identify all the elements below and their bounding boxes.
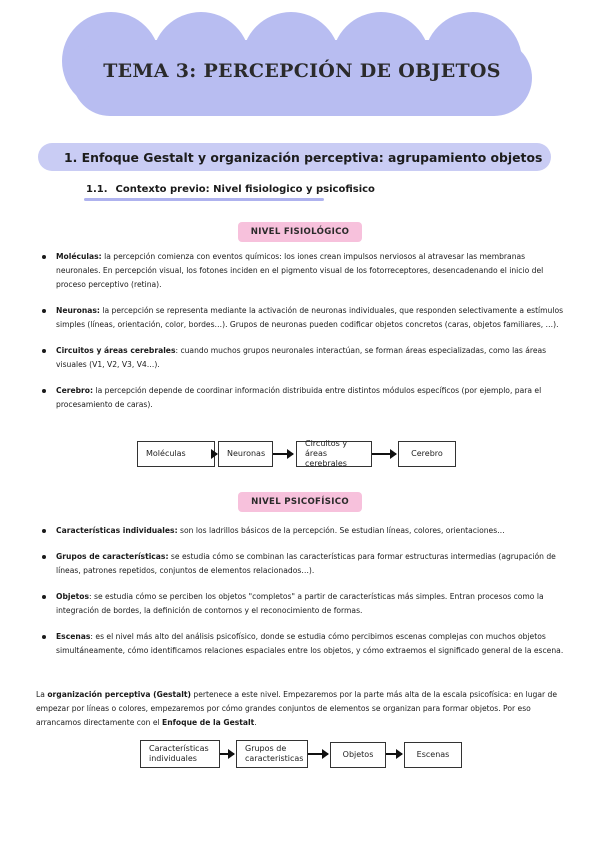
item-text: la percepción se representa mediante la activación de neuronas individuales, que responden selectivamente a estímulos simples (líneas, orientación, color, bordes…). Grupos de neuronas pueden codificar objetos concretos (caras, objetos familiares, …). (56, 306, 564, 329)
list-item (40, 304, 566, 332)
item-term: Escenas (56, 632, 91, 641)
item-text: : se estudia cómo se perciben los objetos "completos" a partir de características más simples. Entran procesos como la integración de bordes, la definición de contornos y el reconocimiento de formas. (56, 592, 544, 615)
item-term: Moléculas: (56, 252, 102, 261)
list-item (40, 384, 566, 412)
subsection-title (86, 184, 375, 195)
psicofisico-list (40, 524, 566, 658)
flow-grupos: Grupos de caracteristicas (236, 740, 308, 768)
paragraph-text: pertenece a este nivel. Empezaremos por la parte más alta de la escala psicofísica: en lugar de empezar por líneas o colores, empezaremos por cómo grandes conjuntos de elementos se organizan para formar objetos. Por eso arrancamos directamente con el (36, 690, 558, 727)
gestalt-paragraph (36, 688, 566, 730)
item-text: se estudia cómo se combinan las características para formar estructuras intermedias (agrupación de líneas, patrones repetidos, conjuntos de elementos relacionados…). (56, 552, 556, 575)
item-text: : cuando muchos grupos neuronales interactúan, se forman áreas especializadas, como las áreas visuales (V1, V2, V3, V4…). (56, 346, 547, 369)
section-title (64, 150, 542, 165)
paragraph-bold: Enfoque de la Gestalt (162, 718, 255, 727)
list-item (40, 630, 566, 658)
flow-cerebro: Cerebro (398, 441, 456, 467)
flow-arrow (386, 753, 402, 755)
fisiologico-label: NIVEL FISIOLÓGICO (238, 222, 362, 242)
flow-arrow (215, 453, 217, 455)
flow-neuronas: Neuronas (218, 441, 273, 467)
item-text: la percepción comienza con eventos químicos: los iones crean impulsos nerviosos al atravesar las membranas neuronales. En percepción visual, los fotones inciden en el pigmento visual de los fotorreceptores, desencadenando el inicio del proceso perceptivo (retina). (56, 252, 544, 289)
paragraph-bold: organización perceptiva (Gestalt) (47, 690, 191, 699)
flow-arrow (308, 753, 328, 755)
item-term: Circuitos y áreas cerebrales (56, 346, 176, 355)
section-title-text: Enfoque Gestalt y organización perceptiva: agrupamiento objetos (81, 150, 543, 165)
section-number: 1. (64, 150, 78, 165)
subsection-underline (84, 198, 324, 201)
item-term: Objetos (56, 592, 90, 601)
item-term: Grupos de características: (56, 552, 169, 561)
flow-arrow (372, 453, 396, 455)
subsection-number: 1.1. (86, 184, 108, 195)
item-text: la percepción depende de coordinar información distribuida entre distintos módulos específicos (por ejemplo, para el procesamiento de caras). (56, 386, 542, 409)
list-item (40, 250, 566, 292)
flow-caracteristicas: Características individuales (140, 740, 220, 768)
fisiologico-list (40, 250, 566, 412)
flow-circuitos: Circuitos y áreas cerebrales (296, 441, 372, 467)
psicofisico-label: NIVEL PSICOFÍSICO (238, 492, 362, 512)
page-title: TEMA 3: PERCEPCIÓN DE OBJETOS (103, 60, 501, 82)
list-item (40, 344, 566, 372)
list-item (40, 550, 566, 578)
item-term: Características individuales: (56, 526, 178, 535)
paragraph-text: La (36, 690, 48, 699)
subsection-title-text: Contexto previo: Nivel fisiologico y psicofisico (115, 184, 375, 195)
flow-arrow (220, 753, 234, 755)
flow-moleculas: Moléculas (137, 441, 215, 467)
item-text: son los ladrillos básicos de la percepción. Se estudian líneas, colores, orientaciones… (177, 526, 505, 535)
flow-arrow (273, 453, 293, 455)
flow-escenas: Escenas (404, 742, 462, 768)
item-text: : es el nivel más alto del análisis psicofísico, donde se estudia cómo percibimos escenas complejas con muchos objetos simultáneamente, cómo identificamos relaciones espaciales entre los objetos, y cómo extraemos el significado general de la escena. (56, 632, 564, 655)
flow-objetos: Objetos (330, 742, 386, 768)
list-item (40, 590, 566, 618)
item-term: Neuronas: (56, 306, 100, 315)
item-term: Cerebro: (56, 386, 94, 395)
list-item (40, 524, 566, 538)
paragraph-text: . (254, 718, 257, 727)
